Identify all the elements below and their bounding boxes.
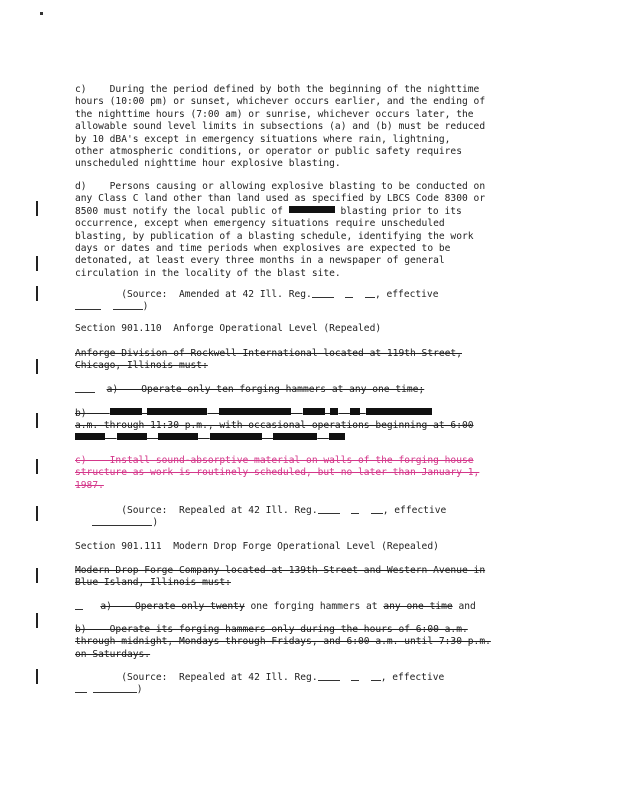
subsection-d: d) Persons causing or allowing explosive blasting to be conducted on any Class C land other than land used as specified by LBCS Code 8300 or 8500 must notify the local public of blasting prior to its occurrence, except when emergency situations require unscheduled blasting, by publication of a blasting schedule, identifying the work days or dates and time periods when explosives are expected to be detonated, at least every three months in a newspaper of general circulation in the locality of the blast site. bbox=[75, 181, 486, 279]
revision-bar bbox=[36, 613, 38, 628]
revision-bar bbox=[36, 413, 38, 428]
revision-bar bbox=[36, 506, 38, 521]
source-note-repealed-2: (Source: Repealed at 42 Ill. Reg. , effective ) bbox=[75, 672, 535, 697]
anforge-intro: Anforge Division of Rockwell International located at 119th Street, Chicago, Illinois must: bbox=[75, 348, 462, 372]
modern-drop-forge-intro: Modern Drop Forge Company located at 139th Street and Western Avenue in Blue Island, Illinois must: bbox=[75, 565, 486, 589]
revision-bar bbox=[36, 256, 38, 271]
source-note-amended: (Source: Amended at 42 Ill. Reg. , effective ) bbox=[75, 289, 535, 314]
source-note-repealed-1: (Source: Repealed at 42 Ill. Reg. , effective ) bbox=[75, 505, 535, 530]
revision-bar bbox=[36, 669, 38, 684]
scan-speck bbox=[40, 12, 43, 15]
revision-bar bbox=[36, 568, 38, 583]
anforge-item-c: c) Install sound-absorptive material on walls of the forging house structure as work is routinely scheduled, but no later than January 1, 1987. bbox=[75, 455, 480, 491]
modern-drop-forge-item-b: b) Operate its forging hammers only during the hours of 6:00 a.m. through midnight, Mondays through Fridays, and 6:00 a.m. until 7:30 p.m. on Saturdays. bbox=[75, 624, 491, 660]
section-901-111-heading: Section 901.111 Modern Drop Forge Operational Level (Repealed) bbox=[75, 541, 439, 552]
redaction bbox=[289, 206, 335, 213]
anforge-item-b: b) a.m. through 11:30 p.m., with occasional operations beginning at 6:00 bbox=[75, 408, 535, 445]
section-901-110-heading: Section 901.110 Anforge Operational Level (Repealed) bbox=[75, 323, 382, 334]
revision-bar bbox=[36, 286, 38, 301]
anforge-item-a: a) Operate only ten forging hammers at any one time; bbox=[75, 384, 535, 396]
revision-bar bbox=[36, 459, 38, 474]
subsection-c: c) During the period defined by both the beginning of the nighttime hours (10:00 pm) or sunset, whichever occurs earlier, and the ending of the nighttime hours (7:00 am) or sunrise, whichever occurs later, the allowable sound level limits in subsections (a) and (b) must be reduced by 10 dBA's except in emergency situations where rain, lightning, other atmospheric conditions, or operator or public safety requires unscheduled nighttime hour explosive blasting. bbox=[75, 84, 486, 170]
revision-bar bbox=[36, 359, 38, 374]
revision-bar bbox=[36, 201, 38, 216]
modern-drop-forge-item-a: a) Operate only twenty one forging hammers at any one time and bbox=[75, 601, 535, 613]
